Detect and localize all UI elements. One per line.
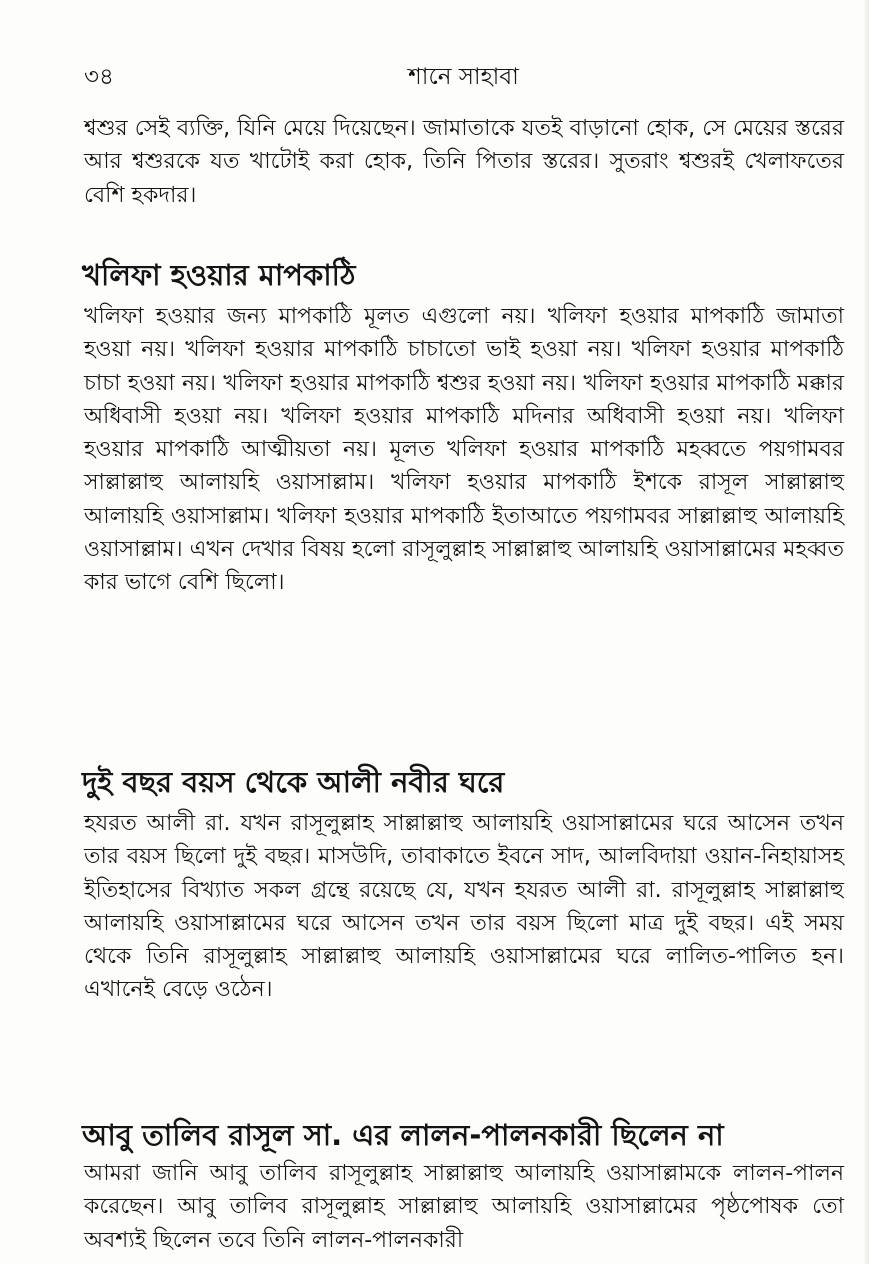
running-header xyxy=(84,58,843,92)
text-line: যখন হযরত আলী রা. রাসূলুল্লাহ সাল্লাল্লাহু আলায়হি ওয়াসাল্লামের ঘরে xyxy=(84,877,844,936)
text-line: জামাতা হওয়া নয়। খলিফা হওয়ার মাপকাঠি চাচাতো ভাই হওয়া নয়। xyxy=(84,304,844,363)
paragraph-ali-two-years xyxy=(84,807,844,1007)
text-line: খলিফা হওয়ার মাপকাঠি চাচা হওয়া নয়। খলিফা হওয়ার মাপকাঠি শ্বশুর xyxy=(84,337,845,396)
text-line: রাসূলুল্লাহ সাল্লাল্লাহু আলায়হি ওয়াসাল্লামের ঘরে লালিত-পালিত হন। xyxy=(203,944,844,970)
section-heading-ali-two-years: দুই বছর বয়স থেকে আলী নবীর ঘরে xyxy=(82,765,505,799)
text-line: আলবিদায়া ওয়ান-নিহায়াসহ ইতিহাসের বিখ্যাত সকল গ্রন্থে রয়েছে যে, xyxy=(84,844,844,903)
text-line: সাল্লাল্লাহু আলায়হি ওয়াসাল্লাম। খলিফা হওয়ার মাপকাঠি ইশকে রাসূল xyxy=(84,470,749,496)
text-line: এখানেই বেড়ে ওঠেন। xyxy=(84,977,273,1003)
text-line: সুতরাং শ্বশুরই খেলাফতের বেশি হকদার। xyxy=(84,149,844,208)
text-line: আসেন তখন তার বয়স ছিলো মাত্র দুই বছর। এই সময় থেকে তিনি xyxy=(84,910,844,970)
running-title: শানে সাহাবা xyxy=(408,64,519,90)
paragraph-abu-talib xyxy=(84,1157,844,1257)
text-line: ওয়াসাল্লামের পৃষ্ঠপোষক তো অবশ্যই ছিলেন তবে তিনি লালন-পালনকারী xyxy=(84,1194,844,1253)
text-line: হওয়ার মাপকাঠি মদিনার অধিবাসী হওয়া নয়। খলিফা হওয়ার মাপকাঠি xyxy=(84,403,845,463)
text-line: শ্বশুর সেই ব্যক্তি, যিনি মেয়ে দিয়েছেন। জামাতাকে যতই বাড়ানো হোক, xyxy=(84,116,696,141)
text-line: আসেন তখন তার বয়স ছিলো দুই বছর। মাসউদি, তাবাকাতে ইবনে সাদ, xyxy=(84,811,845,870)
text-line: খলিফা হওয়ার জন্য মাপকাঠি মূলত এগুলো নয়। খলিফা হওয়ার মাপকাঠি xyxy=(84,304,765,329)
text-line: আত্মীয়তা নয়। মূলত খলিফা হওয়ার মাপকাঠি মহব্বতে পয়গামবর xyxy=(241,437,844,463)
text-line: হযরত আলী রা. যখন রাসূলুল্লাহ সাল্লাল্লাহু আলায়হি ওয়াসাল্লামের ঘরে xyxy=(84,811,718,836)
paragraph-khalifa-criteria xyxy=(84,300,844,600)
page-edge-shadow xyxy=(863,0,869,1264)
text-line: হওয়া নয়। খলিফা হওয়ার মাপকাঠি মক্কার অধিবাসী হওয়া নয়। খলিফা xyxy=(84,370,844,429)
section-heading-khalifa-criteria: খলিফা হওয়ার মাপকাঠি xyxy=(82,258,356,292)
text-line: আমরা জানি আবু তালিব রাসূলুল্লাহ সাল্লাল্লাহু আলায়হি ওয়াসাল্লামকে xyxy=(84,1161,722,1186)
text-line: পয়গামবর সাল্লাল্লাহু আলায়হি ওয়াসাল্লাম। এখন দেখার বিষয় হলো xyxy=(84,503,844,563)
text-line: ছিলো। xyxy=(225,570,285,596)
text-line: সাল্লাল্লাহু আলায়হি ওয়াসাল্লাম। খলিফা হওয়ার মাপকাঠি ইতাআতে xyxy=(84,470,844,529)
section-heading-abu-talib: আবু তালিব রাসূল সা. এর লালন-পালনকারী ছিলেন না xyxy=(82,1118,724,1152)
text-line: লালন-পালন করেছেন। আবু তালিব রাসূলুল্লাহ সাল্লাল্লাহু আলায়হি xyxy=(84,1161,845,1220)
text-line: সে মেয়ের স্তরের আর শ্বশুরকে যত খাটোই করা হোক, তিনি পিতার স্তরের। xyxy=(84,116,844,175)
paragraph-intro xyxy=(84,112,844,212)
text-line: রাসূলুল্লাহ সাল্লাল্লাহু আলায়হি ওয়াসাল্লামের মহব্বত কার ভাগে বেশি xyxy=(84,537,844,596)
page-number: ৩৪ xyxy=(84,64,114,90)
